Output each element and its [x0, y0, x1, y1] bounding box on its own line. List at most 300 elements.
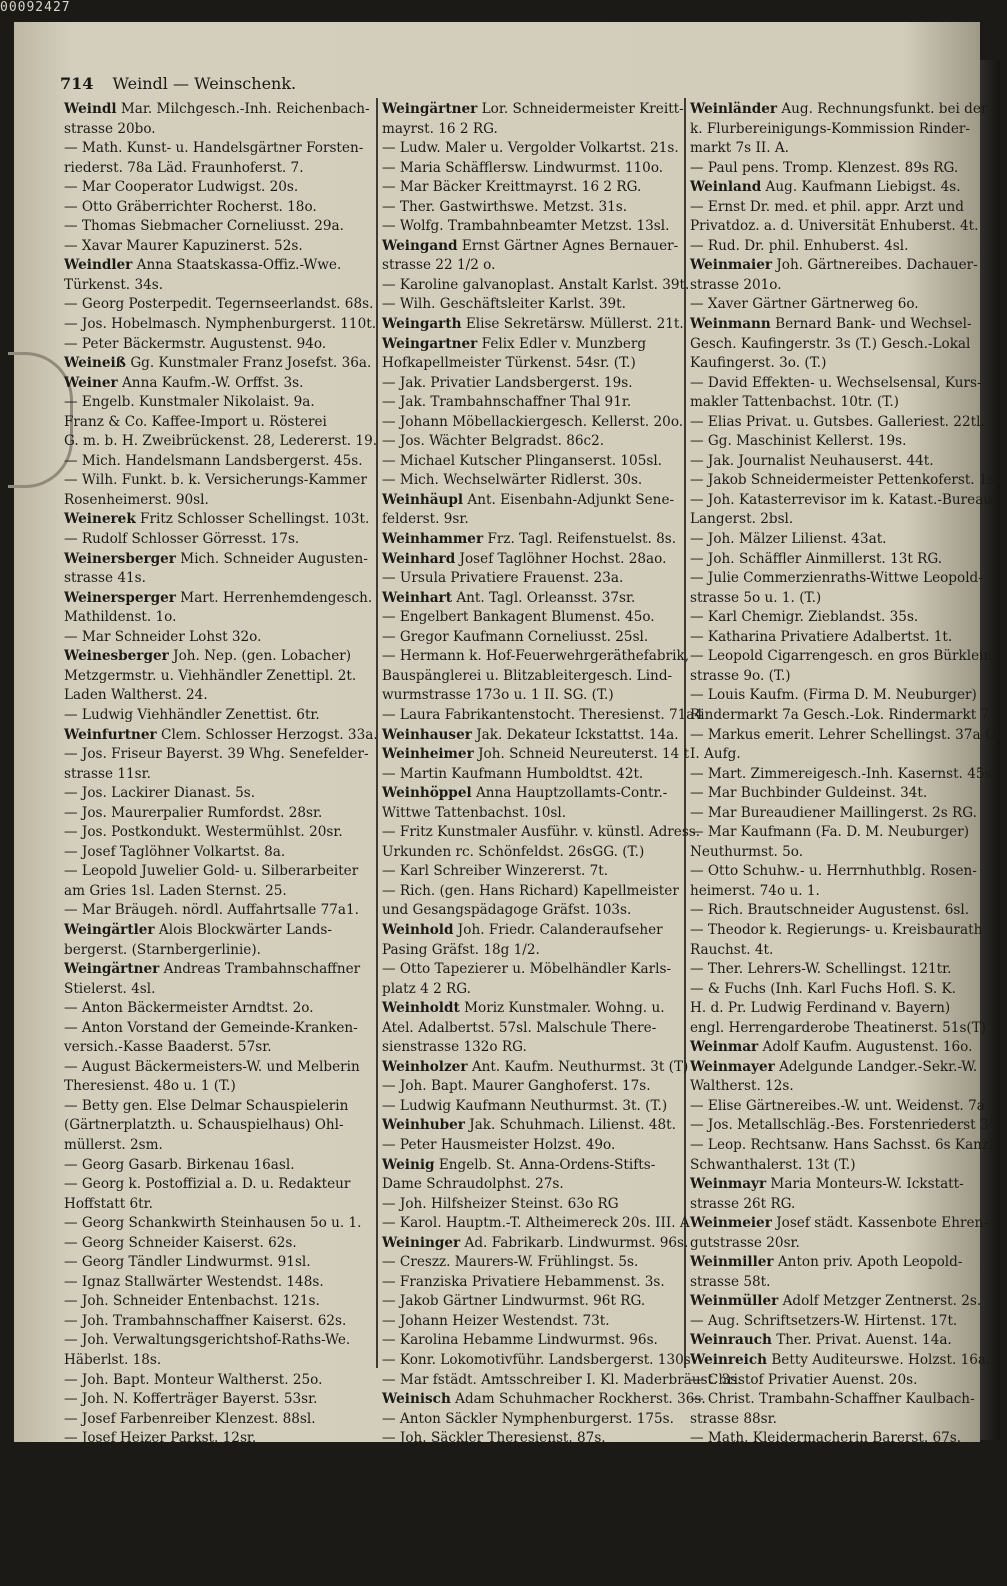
entry-text: Mathildenst. 1o.: [64, 609, 177, 626]
directory-line: [690, 354, 972, 374]
directory-line: [382, 256, 682, 276]
directory-line: [64, 1410, 372, 1430]
surname: Weinisch: [382, 1391, 451, 1408]
entry-text: Joh. Schneid Neureuterst. 14 t: [473, 746, 690, 763]
surname: Weinig: [382, 1156, 435, 1173]
entry-text: Johann Vergold. Türkenst. 20a: [472, 1527, 687, 1544]
directory-line: [64, 237, 372, 257]
directory-line: [690, 413, 985, 433]
directory-line: [64, 804, 372, 824]
entry-text: — Joh. Katasterrevisor im k. Katast.-Bureau: [690, 491, 993, 508]
entry-text: Hofkapellmeister Türkenst. 54sr. (T.): [382, 355, 636, 372]
surname: Weinholdt: [382, 1000, 460, 1017]
directory-line: [382, 530, 682, 550]
directory-line: [382, 882, 682, 902]
entry-text: — Ludwig Viehhändler Zenettist. 6tr.: [64, 706, 320, 723]
entry-text: Hohenzollernst. 54sr.: [382, 1488, 530, 1505]
directory-line: [64, 1468, 372, 1488]
directory-line: [690, 374, 982, 394]
entry-text: — August Bäckermeisters-W. und Melberin: [64, 1058, 360, 1075]
entry-text: wurmstrasse 173o u. 1 II. SG. (T.): [382, 687, 614, 704]
entry-text: Joh. Nep. (gen. Lobacher): [168, 648, 352, 665]
directory-line: [690, 686, 977, 706]
surname: Weinmar: [690, 1039, 759, 1056]
directory-line: [382, 510, 682, 530]
directory-line: [64, 1351, 372, 1371]
directory-line: [64, 1390, 372, 1410]
entry-text: Rauchst. 4t.: [690, 941, 774, 958]
entry-text: — Gregor Kaufmann Corneliusst. 25sl.: [382, 628, 649, 645]
entry-text: — Konr. Lokomotivführ. Landsbergerst. 130s: [382, 1352, 691, 1368]
directory-line: [382, 686, 682, 706]
entry-text: — Jos. Friseur Bayerst. 39 Whg. Senefelder-: [64, 746, 369, 763]
entry-text: — Georg k. Postoffizial a. D. u. Redakteur: [64, 1176, 351, 1193]
entry-text: Adolf Metzger Zentnerst. 2s.: [778, 1293, 982, 1310]
directory-line: [64, 198, 372, 218]
surname: Weinland: [690, 179, 762, 196]
directory-line: [382, 1019, 682, 1039]
directory-line: [382, 1429, 682, 1449]
directory-line: [64, 960, 372, 980]
entry-text: Engelb. St. Anna-Ordens-Stifts-: [434, 1156, 656, 1173]
directory-line: [382, 1156, 682, 1176]
directory-line: [690, 1195, 972, 1215]
entry-text: — Engelbert Bankagent Blumenst. 45o.: [382, 609, 655, 626]
directory-line: [382, 823, 701, 843]
directory-line: [382, 1058, 689, 1078]
entry-text: und Gesangspädagoge Gräfst. 103s.: [382, 902, 632, 919]
directory-line: [64, 843, 372, 863]
directory-line: [690, 843, 972, 863]
entry-text: — Ernst Dr. med. et phil. appr. Arzt und: [690, 198, 964, 215]
directory-line: [690, 1390, 975, 1410]
directory-line: [64, 1546, 372, 1566]
directory-line: [64, 1507, 372, 1527]
directory-line: [382, 1175, 682, 1195]
directory-line: [382, 1546, 682, 1566]
entry-text: — Leop. Rechtsanw. Hans Sachsst. 6s Kanzl.: [690, 1136, 998, 1153]
entry-text: Adam Schuhmacher Rockherst. 36s.: [450, 1391, 706, 1408]
surname: Weinhuber: [382, 1117, 465, 1134]
directory-line: [690, 550, 972, 570]
entry-text: — Kaspar Hoftheat.-Gard.-Geh. Cornelius-: [64, 1547, 355, 1564]
surname: Weinmann: [690, 316, 771, 333]
surname: Weingärtner: [382, 101, 478, 117]
entry-text: Aug. Kaufmann Liebigst. 4s.: [761, 179, 961, 196]
entry-text: — Leopold Juwelier Gold- u. Silberarbeiter: [64, 863, 359, 880]
entry-text: — Jos. Wächter Belgradst. 86c2.: [382, 433, 605, 450]
entry-text: Privatdoz. a. d. Universität Enhuberst. 4t.: [690, 218, 979, 235]
directory-line: [382, 745, 690, 765]
entry-text: — Joh. Verwaltungsgerichtshof-Raths-We.: [64, 1332, 351, 1349]
directory-line: [64, 745, 372, 765]
entry-text: Waltherst. 12s.: [690, 1078, 794, 1095]
entry-text: — Wilh. Funkt. b. k. Versicherungs-Kammer: [64, 472, 367, 489]
entry-text: — Mar Schneider Lohst 32o.: [64, 628, 262, 645]
entry-text: strasse 11sr.: [64, 765, 151, 782]
entry-text: (Gärtnerplatzth. u. Schauspielhaus) Ohl-: [64, 1117, 344, 1134]
surname: Weinländer: [690, 101, 778, 117]
entry-text: — Mich. Handelsmann Landsbergerst. 45s.: [64, 452, 363, 469]
surname: Weinesberger: [64, 648, 169, 665]
surname: Weinrauch: [690, 1332, 772, 1349]
directory-line: [64, 882, 372, 902]
entry-text: versich.-Kasse Baaderst. 57sr.: [64, 1039, 272, 1056]
directory-line: [382, 335, 682, 355]
entry-text: — Math. Kunst- u. Handelsgärtner Forsten-: [64, 140, 364, 157]
directory-line: [690, 1566, 972, 1586]
directory-line: [64, 276, 372, 296]
entry-text: — Mar Bureaudiener Maillingerst. 2s RG.: [690, 804, 977, 821]
directory-line: [64, 452, 372, 472]
directory-line: [64, 608, 372, 628]
directory-line: [382, 784, 682, 804]
entry-text: Gg. Kunstmaler Franz Josefst. 36a.: [126, 355, 372, 372]
directory-line: [64, 980, 372, 1000]
running-header: [60, 74, 296, 93]
directory-line: [690, 1488, 972, 1508]
directory-line: [64, 393, 372, 413]
entry-text: — Franziska Privatiere Hebammenst. 3s.: [382, 1273, 665, 1290]
surname: Weinmiller: [690, 1254, 774, 1271]
directory-line: [64, 178, 372, 198]
entry-text: — David Effekten- u. Wechselsensal, Kurs-: [690, 374, 982, 391]
entry-text: heimerst. 74o u. 1.: [690, 882, 820, 899]
directory-line: [382, 1097, 682, 1117]
entry-text: — Leopold Cigarrengesch. en gros Bürklein-: [690, 648, 997, 665]
directory-line: [382, 667, 682, 687]
directory-line: [690, 980, 972, 1000]
directory-line: [690, 1527, 972, 1547]
directory-line: [382, 354, 682, 374]
directory-line: [64, 1429, 372, 1449]
directory-line: [382, 1331, 682, 1351]
directory-line: [382, 178, 682, 198]
entry-text: — Paul pens. Tromp. Klenzest. 89s RG.: [690, 159, 959, 176]
directory-line: [64, 1527, 372, 1547]
directory-line: [382, 198, 682, 218]
directory-line: [690, 1449, 972, 1469]
entry-text: am Gries 1sl. Laden Sternst. 25.: [64, 882, 287, 899]
entry-text: strasse 26t RG.: [690, 1195, 796, 1212]
directory-line: [64, 628, 372, 648]
directory-line: [690, 804, 977, 824]
directory-line: [64, 1058, 372, 1078]
directory-line: [382, 550, 682, 570]
entry-text: — Thomas Siebmacher Corneliusst. 29a.: [64, 218, 344, 235]
directory-line: [690, 237, 972, 257]
entry-text: — Math. Kleidermacherin Barerst. 67s.: [690, 1430, 962, 1447]
directory-line: [690, 217, 979, 237]
entry-text: Ernst Gärtner Agnes Bernauer-: [457, 237, 679, 254]
directory-line: [382, 569, 682, 589]
entry-text: — Joh. Hilfsheizer Steinst. 63o RG: [382, 1195, 619, 1212]
entry-text: Jak. Schuhmach. Lilienst. 48t.: [464, 1117, 676, 1134]
directory-line: [64, 862, 372, 882]
directory-line: [382, 1410, 682, 1430]
directory-line: [64, 1156, 372, 1176]
entry-text: — Katharina Privatiere Adalbertst. 1t.: [690, 628, 953, 645]
directory-line: [64, 823, 372, 843]
entry-text: — Peter Bäckermstr. Augustenst. 94o.: [64, 335, 327, 352]
entry-text: — Karol. Milchhändlerin u. Zeitungsfiliale: [64, 1508, 354, 1525]
entry-text: — Ludwig Kaufmann Neuthurmst. 3t. (T.): [382, 1097, 668, 1114]
surname: Weinholzer: [382, 1058, 468, 1075]
directory-line: [690, 1058, 978, 1078]
directory-line: [690, 862, 977, 882]
entry-text: — Ignaz Stallwärter Westendst. 148s.: [64, 1273, 324, 1290]
surname: Weiner: [64, 374, 118, 391]
entry-text: — Georg Tändler Lindwurmst. 91sl.: [64, 1254, 311, 1271]
entry-text: — Engelb. Kunstmaler Nikolaist. 9a.: [64, 394, 315, 411]
directory-line: [690, 1507, 995, 1527]
directory-line: [690, 1546, 994, 1566]
entry-text: — Mar Bäcker Kreittmayrst. 16 2 RG.: [382, 179, 642, 196]
entry-text: strasse 88sr.: [690, 1410, 777, 1427]
entry-text: Mich. Schneider Augusten-: [175, 550, 368, 567]
surname: Weingand: [382, 237, 458, 254]
entry-text: Anton priv. Apoth Leopold-: [773, 1254, 963, 1271]
entry-text: — Sidonie Privatiersww. Wörthst. 28s.: [690, 1449, 953, 1466]
entry-text: gutstrasse 20sr.: [690, 1234, 800, 1251]
entry-text: — Jakob Gärtner Lindwurmst. 96t RG.: [382, 1293, 646, 1310]
directory-line: [690, 120, 972, 140]
entry-text: Professor Georgenst. 35s.: [690, 1567, 869, 1584]
directory-line: [690, 1234, 972, 1254]
directory-line: [64, 432, 378, 452]
directory-line: [64, 569, 372, 589]
directory-line: [690, 139, 972, 159]
directory-line: [382, 980, 682, 1000]
entry-text: Hieronym. Abtheil.-Vorstand der: [758, 1469, 986, 1486]
directory-line: [690, 960, 972, 980]
entry-text: — Mar fstädt. Amtsschreiber I. Kl. Maderbräust. 3s.: [382, 1371, 742, 1388]
entry-text: Neuthurmst. 5o.: [690, 843, 804, 860]
entry-text: — & Fuchs (Inh. Karl Fuchs Hofl. S. K.: [690, 980, 956, 997]
directory-line: [64, 1273, 372, 1293]
entry-text: — Ther. Lehrers-W. Schellingst. 121tr.: [690, 961, 952, 978]
entry-text: — Jakob Schneidermeister Pettenkoferst. 1s.: [690, 472, 999, 489]
entry-text: sienstrasse 132o RG.: [382, 1039, 527, 1056]
entry-text: Dame Schraudolphst. 27s.: [382, 1176, 564, 1193]
directory-line: [382, 1390, 706, 1410]
directory-line: [382, 471, 682, 491]
entry-text: — Joh. N. Kofferträger Bayerst. 53sr.: [64, 1391, 318, 1408]
directory-line: [64, 374, 372, 394]
surname: Weinschenk: [690, 1547, 782, 1564]
directory-line: [382, 608, 682, 628]
entry-text: — Ursula Privatiere Frauenst. 23a.: [382, 570, 624, 587]
entry-text: — Mart. Zimmereigesch.-Inh. Kasernst. 45s.: [690, 765, 996, 782]
entry-text: Andreas Trambahnschaffner: [159, 961, 361, 978]
entry-text: — Johann Heizer Westendst. 73t.: [382, 1312, 610, 1329]
directory-line: [690, 393, 972, 413]
directory-line: [690, 726, 1007, 746]
entry-text: strasse 20bo.: [64, 120, 156, 137]
directory-line: [690, 1273, 972, 1293]
directory-line: [690, 100, 988, 120]
directory-line: [64, 530, 372, 550]
entry-text: Laden Waltherst. 24.: [64, 687, 208, 704]
directory-line: [690, 745, 972, 765]
entry-text: Louisenst. 66o.: [64, 1527, 169, 1544]
entry-text: Münch. Rückversich.-Ges. Ungererst. 6s.: [690, 1488, 974, 1505]
entry-text: — Karl Chemigr. Zieblandst. 35s.: [690, 609, 919, 626]
entry-text: Aug. Rechnungsfunkt. bei der: [777, 101, 988, 117]
entry-text: — Josef Farbenreiber Klenzest. 88sl.: [64, 1410, 316, 1427]
entry-text: — Karl kgl. Gymnasiallehrer für Zeichnen: [382, 1469, 671, 1486]
entry-text: heimerst. 13.: [64, 1469, 156, 1486]
running-title: Weindl — Weinschenk.: [112, 74, 297, 93]
directory-line: [64, 686, 372, 706]
directory-line: [64, 726, 378, 746]
entry-text: — Joh. Schneider Entenbachst. 121s.: [64, 1293, 320, 1310]
directory-line: [382, 1449, 682, 1469]
directory-line: [690, 569, 983, 589]
entry-text: strasse 201o.: [690, 276, 782, 293]
directory-line: [64, 1234, 372, 1254]
entry-text: Gesch. Kaufingerstr. 3s (T.) Gesch.-Lokal: [690, 335, 971, 352]
directory-line: [64, 647, 372, 667]
directory-line: [64, 1488, 372, 1508]
entry-text: Anna Kaufm.-W. Orffst. 3s.: [117, 374, 304, 391]
directory-line: [382, 1527, 687, 1547]
entry-text: — Elias Privat. u. Gutsbes. Galleriest. 22tl.: [690, 413, 985, 430]
directory-line: [690, 1116, 1002, 1136]
directory-line: [64, 1214, 372, 1234]
directory-line: [64, 139, 372, 159]
entry-text: — Joh. Mälzer Lilienst. 43at.: [690, 531, 887, 548]
entry-text: — Jak. Journalist Neuhauserst. 44t.: [690, 452, 934, 469]
directory-line: [64, 510, 372, 530]
directory-line: [64, 1038, 372, 1058]
directory-line: [382, 1136, 682, 1156]
entry-text: — Karolina Hebamme Lindwurmst. 96s.: [382, 1332, 658, 1349]
directory-line: [382, 295, 682, 315]
entry-text: — Karl Polizeifunktionär Schornst. 2s.: [64, 1488, 327, 1505]
directory-line: [690, 941, 972, 961]
directory-line: [382, 139, 682, 159]
entry-text: — Karol. Hauptm.-T. Altheimereck 20s. III. A: [382, 1215, 690, 1232]
directory-line: [690, 1429, 972, 1449]
directory-line: [690, 1175, 972, 1195]
directory-line: [690, 432, 972, 452]
surname: Weindl: [64, 101, 117, 117]
entry-text: Atel. Adalbertst. 57sl. Malschule There-: [382, 1019, 657, 1036]
entry-text: — Karl v. General der Kavall. z. D. Excellenz: [690, 1508, 995, 1525]
entry-text: k. Flurbereinigungs-Kommission Rinder-: [690, 120, 970, 137]
directory-line: [64, 1566, 372, 1586]
surname: Weinmeier: [690, 1215, 772, 1232]
entry-text: — Otto Tapezierer u. Möbelhändler Karls-: [382, 961, 672, 978]
entry-text: — Josef Heizer Parkst. 12sr.: [64, 1430, 257, 1447]
entry-text: strasse 22 1/2 o.: [382, 257, 496, 274]
entry-text: — Xaver Gärtner Gärtnerweg 6o.: [690, 296, 919, 313]
scan-id: 00092427: [0, 0, 71, 15]
entry-text: bergerst. (Starnbergerlinie).: [64, 941, 261, 958]
entry-text: — Rich. Brautschneider Augustenst. 6sl.: [690, 902, 970, 919]
entry-text: — Jak. Privatier Landsbergerst. 19s.: [382, 374, 633, 391]
directory-line: [64, 1253, 372, 1273]
entry-text: — Josef Melber Götheſt. 20o. Lad. Schleiß-: [64, 1449, 359, 1466]
directory-line: [64, 999, 372, 1019]
entry-text: — Karl Schreiber Winzererst. 7t.: [382, 863, 609, 880]
surname: Weineiß: [64, 355, 126, 372]
entry-text: felderst. 9sr.: [382, 511, 469, 528]
entry-text: — Otto Schuhw.- u. Herrnhuthblg. Rosen-: [690, 863, 977, 880]
directory-line: [690, 1410, 972, 1430]
entry-text: — Jos. Lackirer Dianast. 5s.: [64, 785, 256, 802]
entry-text: H. d. Pr. Ludwig Ferdinand v. Bayern): [690, 1000, 951, 1017]
surname: Weinhöppel: [382, 785, 472, 802]
directory-line: [382, 647, 690, 667]
entry-text: Hoffstatt 6tr.: [64, 1195, 153, 1212]
entry-text: — Rud. Dr. phil. Enhuberst. 4sl.: [690, 237, 909, 254]
directory-line: [382, 726, 682, 746]
surname: Weinrich: [690, 1469, 759, 1486]
directory-line: [690, 276, 972, 296]
surname: Weinhammer: [382, 531, 484, 548]
entry-text: Alois Blockwärter Lands-: [154, 921, 333, 938]
directory-line: [64, 120, 372, 140]
entry-text: — Martin Kaufmann Humboldtst. 42t.: [382, 765, 644, 782]
entry-text: — Michael Kutscher Plinganserst. 105sl.: [382, 452, 662, 469]
entry-text: markt 7s II. A.: [690, 140, 789, 157]
directory-line: [382, 960, 682, 980]
entry-text: Stielerst. 4sl.: [64, 980, 156, 997]
directory-line: [690, 706, 990, 726]
directory-line: [64, 315, 377, 335]
entry-text: — Christof Privatier Auenst. 20s.: [690, 1371, 918, 1388]
directory-line: [690, 1312, 972, 1332]
entry-text: Häberlst. 18s.: [64, 1352, 162, 1368]
surname: Weinmayr: [690, 1176, 767, 1193]
directory-line: [690, 159, 972, 179]
directory-line: [690, 823, 972, 843]
entry-text: Moriz Kunstmaler. Wohng. u.: [459, 1000, 665, 1017]
entry-text: Clem. Schlosser Herzogst. 33a.: [156, 726, 378, 743]
directory-line: [382, 862, 682, 882]
surname: Weindler: [64, 257, 133, 274]
entry-text: Frz. Tagl. Reifenstuelst. 8s.: [483, 531, 677, 548]
directory-line: [64, 1097, 372, 1117]
directory-line: [690, 882, 972, 902]
entry-text: — Mich. Wechselwärter Ridlerst. 30s.: [382, 472, 643, 489]
directory-line: [690, 647, 997, 667]
directory-line: [64, 159, 372, 179]
entry-text: Joh. Friedr. Calanderaufseher: [453, 921, 663, 938]
entry-text: Josef Taglöhner Hochst. 28ao.: [455, 550, 667, 567]
entry-text: Türkenst. 34s.: [64, 276, 164, 293]
directory-line: [64, 1331, 372, 1351]
entry-text: riederst. 78a Läd. Fraunhoferst. 7.: [64, 159, 304, 176]
entry-text: Urkunden rc. Schönfeldst. 26sGG. (T.): [382, 843, 645, 860]
entry-text: — Hermann k. Hof-Feuerwehrgeräthefabrik,: [382, 648, 690, 665]
entry-text: — Mar Cooperator Ludwigst. 20s.: [64, 179, 299, 196]
entry-text: platz 4 2 RG.: [382, 980, 471, 997]
directory-line: [690, 1468, 986, 1488]
entry-text: Mart. Herrenhemdengesch.: [175, 589, 373, 606]
directory-line: [64, 589, 372, 609]
directory-line: [382, 706, 704, 726]
directory-line: [690, 1077, 972, 1097]
entry-text: makler Tattenbachst. 10tr. (T.): [690, 394, 899, 411]
directory-line: [64, 550, 372, 570]
directory-line: [690, 1292, 982, 1312]
entry-text: Rindermarkt 7a Gesch.-Lok. Rindermarkt 7: [690, 706, 990, 723]
directory-line: [64, 354, 372, 374]
entry-text: — Mar Bräugeh. nördl. Auffahrtsalle 77a1.: [64, 902, 359, 919]
